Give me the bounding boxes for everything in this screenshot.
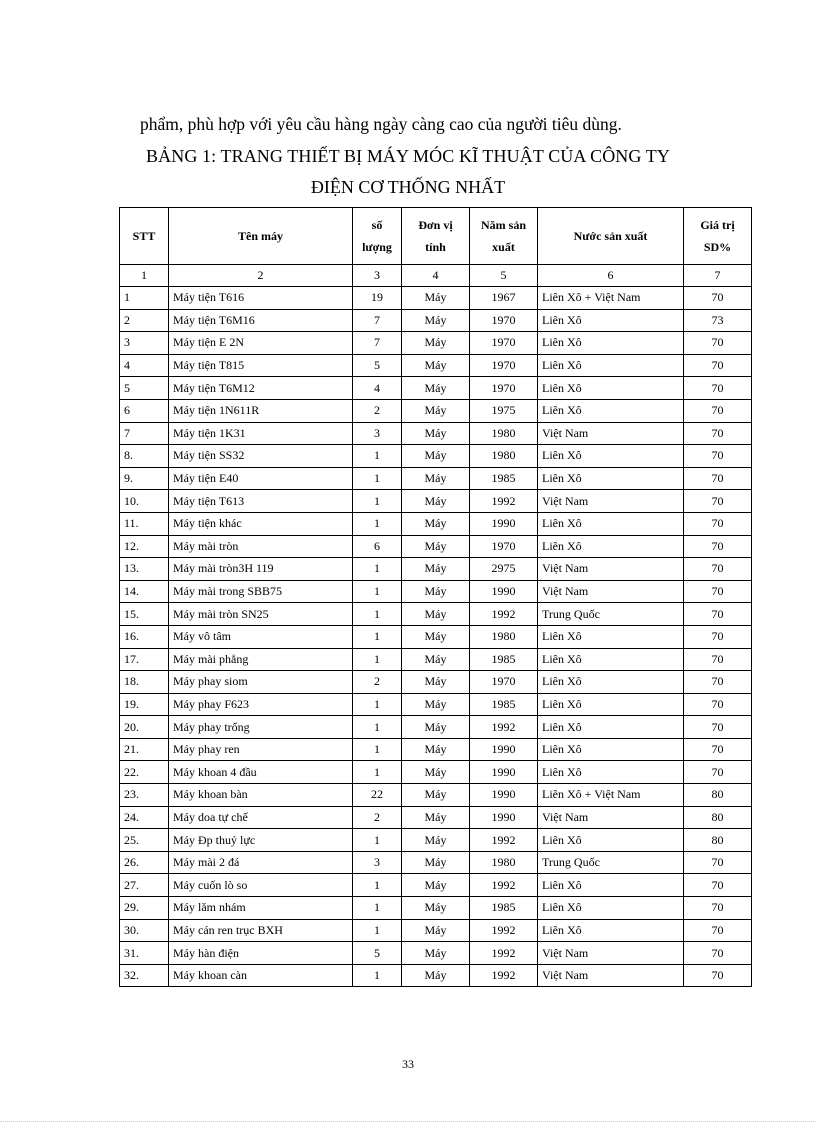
cell-machine-name: Máy mài tròn3H 119 (169, 558, 353, 581)
table-row (120, 399, 752, 422)
cell-stt: 24. (120, 806, 169, 829)
cell-country: Trung Quốc (538, 603, 684, 626)
cell-stt: 12. (120, 535, 169, 558)
cell-unit: Máy (402, 422, 470, 445)
cell-quantity: 7 (353, 309, 402, 332)
cell-year: 1970 (470, 671, 538, 694)
cell-usage-value: 80 (684, 784, 752, 807)
cell-unit: Máy (402, 377, 470, 400)
cell-year: 1970 (470, 332, 538, 355)
cell-quantity: 2 (353, 399, 402, 422)
cell-unit: Máy (402, 648, 470, 671)
cell-year: 1970 (470, 377, 538, 400)
cell-year: 1992 (470, 964, 538, 987)
cell-usage-value: 70 (684, 942, 752, 965)
page-divider (0, 1121, 816, 1122)
cell-usage-value: 70 (684, 580, 752, 603)
cell-usage-value: 70 (684, 716, 752, 739)
cell-unit: Máy (402, 919, 470, 942)
cell-stt: 3 (120, 332, 169, 355)
cell-unit: Máy (402, 399, 470, 422)
table-row (120, 964, 752, 987)
cell-machine-name: Máy tiện T613 (169, 490, 353, 513)
cell-quantity: 1 (353, 558, 402, 581)
cell-usage-value: 80 (684, 829, 752, 852)
cell-country: Liên Xô (538, 512, 684, 535)
cell-unit: Máy (402, 309, 470, 332)
header-country: Nước sản xuất (538, 208, 684, 265)
cell-stt: 10. (120, 490, 169, 513)
cell-country: Liên Xô (538, 467, 684, 490)
table-row (120, 512, 752, 535)
cell-usage-value: 70 (684, 490, 752, 513)
table-row (120, 422, 752, 445)
cell-country: Trung Quốc (538, 851, 684, 874)
column-number: 3 (353, 265, 402, 287)
cell-year: 1992 (470, 490, 538, 513)
cell-country: Liên Xô (538, 377, 684, 400)
table-row (120, 558, 752, 581)
cell-usage-value: 70 (684, 332, 752, 355)
cell-stt: 31. (120, 942, 169, 965)
cell-year: 1992 (470, 942, 538, 965)
table-title-line-1: BẢNG 1: TRANG THIẾT BỊ MÁY MÓC KĨ THUẬT CỦA CÔNG TY (146, 146, 670, 166)
cell-year: 1990 (470, 512, 538, 535)
cell-stt: 9. (120, 467, 169, 490)
cell-country: Liên Xô (538, 354, 684, 377)
cell-quantity: 2 (353, 671, 402, 694)
cell-quantity: 1 (353, 648, 402, 671)
cell-quantity: 1 (353, 829, 402, 852)
cell-year: 1985 (470, 648, 538, 671)
cell-country: Liên Xô (538, 399, 684, 422)
cell-year: 1975 (470, 399, 538, 422)
table-row (120, 354, 752, 377)
cell-year: 1985 (470, 693, 538, 716)
cell-quantity: 1 (353, 738, 402, 761)
cell-machine-name: Máy mài tròn SN25 (169, 603, 353, 626)
cell-country: Việt Nam (538, 942, 684, 965)
cell-quantity: 1 (353, 490, 402, 513)
cell-machine-name: Máy tiện E40 (169, 467, 353, 490)
cell-stt: 5 (120, 377, 169, 400)
cell-machine-name: Máy khoan càn (169, 964, 353, 987)
cell-quantity: 1 (353, 467, 402, 490)
cell-usage-value: 70 (684, 535, 752, 558)
cell-stt: 22. (120, 761, 169, 784)
cell-machine-name: Máy phay trống (169, 716, 353, 739)
cell-stt: 15. (120, 603, 169, 626)
cell-stt: 18. (120, 671, 169, 694)
table-row (120, 445, 752, 468)
cell-country: Việt Nam (538, 422, 684, 445)
table-row (120, 287, 752, 310)
cell-country: Liên Xô (538, 648, 684, 671)
cell-year: 1970 (470, 354, 538, 377)
table-row (120, 535, 752, 558)
cell-country: Việt Nam (538, 806, 684, 829)
cell-year: 1980 (470, 445, 538, 468)
cell-unit: Máy (402, 354, 470, 377)
cell-machine-name: Máy phay ren (169, 738, 353, 761)
cell-quantity: 7 (353, 332, 402, 355)
cell-quantity: 2 (353, 806, 402, 829)
cell-unit: Máy (402, 964, 470, 987)
cell-usage-value: 73 (684, 309, 752, 332)
cell-usage-value: 70 (684, 512, 752, 535)
cell-country: Liên Xô (538, 919, 684, 942)
table-row (120, 851, 752, 874)
table-row (120, 377, 752, 400)
cell-quantity: 22 (353, 784, 402, 807)
cell-country: Liên Xô (538, 716, 684, 739)
cell-usage-value: 70 (684, 648, 752, 671)
cell-country: Liên Xô (538, 535, 684, 558)
cell-country: Liên Xô (538, 874, 684, 897)
cell-year: 2975 (470, 558, 538, 581)
cell-quantity: 19 (353, 287, 402, 310)
column-number: 4 (402, 265, 470, 287)
cell-unit: Máy (402, 897, 470, 920)
cell-machine-name: Máy cuốn lò so (169, 874, 353, 897)
table-row (120, 309, 752, 332)
cell-usage-value: 70 (684, 693, 752, 716)
table-row (120, 784, 752, 807)
cell-stt: 11. (120, 512, 169, 535)
column-number-row (120, 265, 752, 287)
table-row (120, 490, 752, 513)
table-row (120, 829, 752, 852)
cell-stt: 30. (120, 919, 169, 942)
cell-quantity: 1 (353, 693, 402, 716)
cell-usage-value: 70 (684, 467, 752, 490)
cell-machine-name: Máy mài tròn (169, 535, 353, 558)
cell-unit: Máy (402, 874, 470, 897)
cell-year: 1970 (470, 309, 538, 332)
cell-unit: Máy (402, 761, 470, 784)
table-header-row (120, 208, 752, 265)
cell-country: Việt Nam (538, 558, 684, 581)
cell-quantity: 3 (353, 851, 402, 874)
column-number: 7 (684, 265, 752, 287)
table-row (120, 580, 752, 603)
cell-machine-name: Máy tiện khác (169, 512, 353, 535)
cell-country: Việt Nam (538, 580, 684, 603)
cell-quantity: 4 (353, 377, 402, 400)
cell-machine-name: Máy phay F623 (169, 693, 353, 716)
cell-machine-name: Máy lăm nhám (169, 897, 353, 920)
cell-unit: Máy (402, 332, 470, 355)
cell-usage-value: 70 (684, 445, 752, 468)
column-number: 2 (169, 265, 353, 287)
cell-unit: Máy (402, 851, 470, 874)
cell-stt: 26. (120, 851, 169, 874)
cell-stt: 2 (120, 309, 169, 332)
cell-country: Liên Xô (538, 625, 684, 648)
cell-country: Liên Xô (538, 738, 684, 761)
cell-machine-name: Máy khoan 4 đầu (169, 761, 353, 784)
cell-stt: 6 (120, 399, 169, 422)
cell-usage-value: 70 (684, 761, 752, 784)
cell-unit: Máy (402, 580, 470, 603)
cell-unit: Máy (402, 490, 470, 513)
cell-country: Liên Xô (538, 693, 684, 716)
table-row (120, 693, 752, 716)
cell-usage-value: 70 (684, 377, 752, 400)
table-row (120, 467, 752, 490)
cell-machine-name: Máy tiện T6M16 (169, 309, 353, 332)
cell-unit: Máy (402, 806, 470, 829)
cell-unit: Máy (402, 738, 470, 761)
cell-quantity: 1 (353, 897, 402, 920)
cell-year: 1990 (470, 738, 538, 761)
cell-country: Việt Nam (538, 490, 684, 513)
table-row (120, 942, 752, 965)
cell-year: 1970 (470, 535, 538, 558)
cell-year: 1992 (470, 874, 538, 897)
cell-stt: 7 (120, 422, 169, 445)
header-qty: số lượng (353, 208, 402, 265)
cell-country: Liên Xô (538, 445, 684, 468)
cell-country: Liên Xô (538, 829, 684, 852)
table-row (120, 648, 752, 671)
header-name: Tên máy (169, 208, 353, 265)
cell-usage-value: 70 (684, 874, 752, 897)
cell-stt: 27. (120, 874, 169, 897)
cell-unit: Máy (402, 603, 470, 626)
cell-unit: Máy (402, 558, 470, 581)
cell-quantity: 1 (353, 580, 402, 603)
cell-usage-value: 70 (684, 671, 752, 694)
cell-stt: 14. (120, 580, 169, 603)
cell-unit: Máy (402, 693, 470, 716)
cell-year: 1985 (470, 467, 538, 490)
cell-usage-value: 70 (684, 738, 752, 761)
cell-quantity: 1 (353, 445, 402, 468)
cell-year: 1990 (470, 580, 538, 603)
table-row (120, 874, 752, 897)
cell-machine-name: Máy hàn điện (169, 942, 353, 965)
cell-unit: Máy (402, 512, 470, 535)
cell-year: 1990 (470, 761, 538, 784)
cell-year: 1985 (470, 897, 538, 920)
table-row (120, 603, 752, 626)
cell-country: Liên Xô (538, 309, 684, 332)
cell-year: 1992 (470, 716, 538, 739)
intro-paragraph: phẩm, phù hợp với yêu cầu hàng ngày càng cao của người tiêu dùng. (140, 114, 622, 134)
cell-machine-name: Máy tiện 1K31 (169, 422, 353, 445)
cell-stt: 1 (120, 287, 169, 310)
header-stt: STT (120, 208, 169, 265)
cell-year: 1980 (470, 851, 538, 874)
column-number: 5 (470, 265, 538, 287)
table-row (120, 806, 752, 829)
cell-stt: 29. (120, 897, 169, 920)
cell-machine-name: Máy doa tự chế (169, 806, 353, 829)
column-number: 1 (120, 265, 169, 287)
table-row (120, 919, 752, 942)
cell-quantity: 1 (353, 512, 402, 535)
cell-stt: 21. (120, 738, 169, 761)
cell-usage-value: 70 (684, 851, 752, 874)
table-row (120, 625, 752, 648)
cell-country: Liên Xô (538, 671, 684, 694)
cell-quantity: 1 (353, 716, 402, 739)
cell-country: Việt Nam (538, 964, 684, 987)
table-row (120, 671, 752, 694)
cell-year: 1980 (470, 422, 538, 445)
cell-quantity: 1 (353, 761, 402, 784)
cell-country: Liên Xô (538, 761, 684, 784)
cell-machine-name: Máy mài 2 đá (169, 851, 353, 874)
cell-unit: Máy (402, 671, 470, 694)
cell-stt: 25. (120, 829, 169, 852)
cell-country: Liên Xô + Việt Nam (538, 287, 684, 310)
cell-usage-value: 70 (684, 422, 752, 445)
cell-unit: Máy (402, 445, 470, 468)
cell-machine-name: Máy tiện T616 (169, 287, 353, 310)
cell-usage-value: 70 (684, 603, 752, 626)
cell-machine-name: Máy phay siom (169, 671, 353, 694)
equipment-table (119, 207, 752, 987)
cell-year: 1980 (470, 625, 538, 648)
cell-year: 1990 (470, 784, 538, 807)
cell-stt: 32. (120, 964, 169, 987)
cell-machine-name: Máy vô tâm (169, 625, 353, 648)
cell-usage-value: 70 (684, 897, 752, 920)
cell-quantity: 1 (353, 964, 402, 987)
cell-machine-name: Máy mài trong SBB75 (169, 580, 353, 603)
cell-country: Liên Xô (538, 897, 684, 920)
table-row (120, 332, 752, 355)
header-year: Năm sản xuất (470, 208, 538, 265)
cell-unit: Máy (402, 942, 470, 965)
cell-usage-value: 70 (684, 625, 752, 648)
cell-unit: Máy (402, 784, 470, 807)
cell-usage-value: 70 (684, 287, 752, 310)
cell-year: 1992 (470, 919, 538, 942)
cell-machine-name: Máy tiện T815 (169, 354, 353, 377)
cell-unit: Máy (402, 467, 470, 490)
cell-stt: 20. (120, 716, 169, 739)
table-title-line-2: ĐIỆN CƠ THỐNG NHẤT (310, 177, 506, 197)
table-row (120, 897, 752, 920)
cell-quantity: 1 (353, 919, 402, 942)
cell-machine-name: Máy Đp thuỷ lực (169, 829, 353, 852)
cell-unit: Máy (402, 829, 470, 852)
cell-unit: Máy (402, 535, 470, 558)
cell-unit: Máy (402, 287, 470, 310)
cell-stt: 23. (120, 784, 169, 807)
header-unit: Đơn vị tính (402, 208, 470, 265)
cell-usage-value: 80 (684, 806, 752, 829)
cell-quantity: 1 (353, 603, 402, 626)
cell-stt: 17. (120, 648, 169, 671)
cell-stt: 8. (120, 445, 169, 468)
cell-unit: Máy (402, 625, 470, 648)
cell-stt: 4 (120, 354, 169, 377)
cell-machine-name: Máy tiện E 2N (169, 332, 353, 355)
header-value: Giá trị SD% (684, 208, 752, 265)
cell-quantity: 5 (353, 354, 402, 377)
cell-usage-value: 70 (684, 354, 752, 377)
cell-stt: 16. (120, 625, 169, 648)
cell-machine-name: Máy cán ren trục BXH (169, 919, 353, 942)
cell-year: 1992 (470, 603, 538, 626)
cell-year: 1992 (470, 829, 538, 852)
cell-year: 1990 (470, 806, 538, 829)
cell-unit: Máy (402, 716, 470, 739)
table-row (120, 761, 752, 784)
cell-quantity: 1 (353, 625, 402, 648)
cell-quantity: 1 (353, 874, 402, 897)
page-number: 33 (402, 1057, 414, 1071)
cell-usage-value: 70 (684, 919, 752, 942)
cell-usage-value: 70 (684, 964, 752, 987)
cell-machine-name: Máy khoan bàn (169, 784, 353, 807)
table-row (120, 738, 752, 761)
cell-quantity: 5 (353, 942, 402, 965)
cell-machine-name: Máy tiện SS32 (169, 445, 353, 468)
cell-machine-name: Máy tiện 1N611R (169, 399, 353, 422)
table-row (120, 716, 752, 739)
cell-year: 1967 (470, 287, 538, 310)
cell-usage-value: 70 (684, 399, 752, 422)
cell-quantity: 6 (353, 535, 402, 558)
cell-stt: 13. (120, 558, 169, 581)
cell-usage-value: 70 (684, 558, 752, 581)
cell-machine-name: Máy mài phẳng (169, 648, 353, 671)
cell-quantity: 3 (353, 422, 402, 445)
cell-country: Liên Xô (538, 332, 684, 355)
cell-country: Liên Xô + Việt Nam (538, 784, 684, 807)
cell-stt: 19. (120, 693, 169, 716)
column-number: 6 (538, 265, 684, 287)
cell-machine-name: Máy tiện T6M12 (169, 377, 353, 400)
